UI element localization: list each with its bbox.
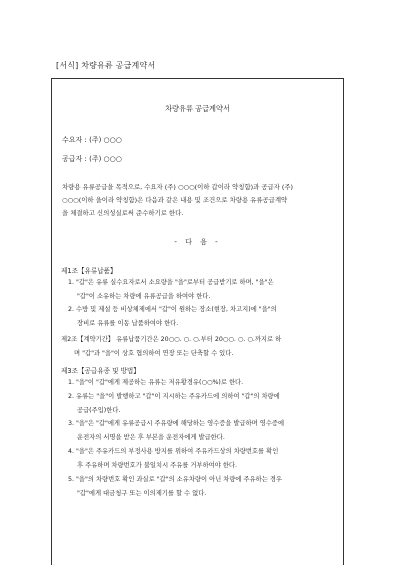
article3-heading: 제3조【공급유종 및 방법】 <box>61 367 140 375</box>
article3-item-1 <box>68 376 340 390</box>
supplier-line: 공급자 : (주) ○○○ <box>62 155 122 163</box>
article2 <box>61 333 341 360</box>
item-line: 운전자의 서명을 받은 후 부본을 운전자에게 발급한다. <box>77 433 225 441</box>
article1-heading: 제1조【유류납품】 <box>61 267 117 275</box>
item-line: 5. "을"의 차량번호 확인 과실로 "갑"의 소유차량이 아닌 차량에 주유하는 경우 <box>68 476 283 483</box>
item-line: 1. "을"이 "갑"에게 제공하는 유류는 저유황경유(○○%)로 한다. <box>68 379 244 386</box>
article2-line: 제2조【계약기간】 유류납품기간은 20○○. ○. ○.부터 20○○. ○. ○.까지로 하 <box>61 336 282 343</box>
intro-line: 차량용 유류공급을 목적으로, 수요자 (주) ○○○(이하 갑이라 약칭함)과 공급자 (주) <box>62 183 294 191</box>
article2-line: 며 "갑"과 "을"이 상호 협의하여 연장 또는 단축할 수 있다. <box>74 349 234 357</box>
contract-document <box>51 78 344 565</box>
item-line: 후 주유하며 차량번호가 불일치시 주유를 거부하여야 한다. <box>77 461 237 469</box>
item-line: "갑"이 소유하는 차량에 유류공급을 하여야 한다. <box>77 292 211 300</box>
article3-item-3 <box>68 417 340 444</box>
intro-line: ○○○(이하 을이라 약칭함)은 다음과 같은 내용 및 조건으로 차량용 유류공급계약 <box>62 196 288 204</box>
article3-item-2 <box>68 390 340 417</box>
article1-item-2 <box>68 303 340 330</box>
article3-item-5 <box>68 473 340 500</box>
item-line: 2. 수방 및 제설 등 비상체제에서 "갑"이 원하는 장소(현장, 차고지)에 "을"의 <box>68 306 277 313</box>
article3-item-4 <box>68 445 340 472</box>
document-title: 차량유류 공급계약서 <box>165 104 230 113</box>
dau-heading: - 다 음 - <box>174 238 221 246</box>
item-line: 4. "을"은 주유카드의 부정사용 방지를 위하여 주유카드상의 차량번호를 확인 <box>68 448 279 455</box>
article1-item-1 <box>68 276 340 303</box>
item-line: 3. "을"은 "갑"에게 유류공급시 주유량에 해당하는 영수증을 발급하며 영수증에 <box>68 420 285 427</box>
form-label: [서식] 차량유류 공급계약서 <box>56 61 156 70</box>
recipient-line: 수요자 : (주) ○○○ <box>62 136 122 144</box>
item-line: 공급(주입)한다. <box>77 406 121 414</box>
item-line: 장비로 유류를 이동 납품하여야 한다. <box>77 319 179 327</box>
item-line: 2. 유류는 "을"이 발행하고 "갑"이 지시하는 주유카드에 의하여 "갑"의 차량에 <box>68 393 280 400</box>
item-line: "갑"에게 대금청구 또는 이의제기를 할 수 없다. <box>77 489 207 497</box>
intro-line: 을 체결하고 신의성실로써 준수하기로 한다. <box>62 209 184 217</box>
item-line: 1. "갑"은 유류 실수요자로서 소요량을 "을"로부터 공급받기로 하며, "을"은 <box>68 279 274 286</box>
intro-paragraph <box>62 181 338 220</box>
